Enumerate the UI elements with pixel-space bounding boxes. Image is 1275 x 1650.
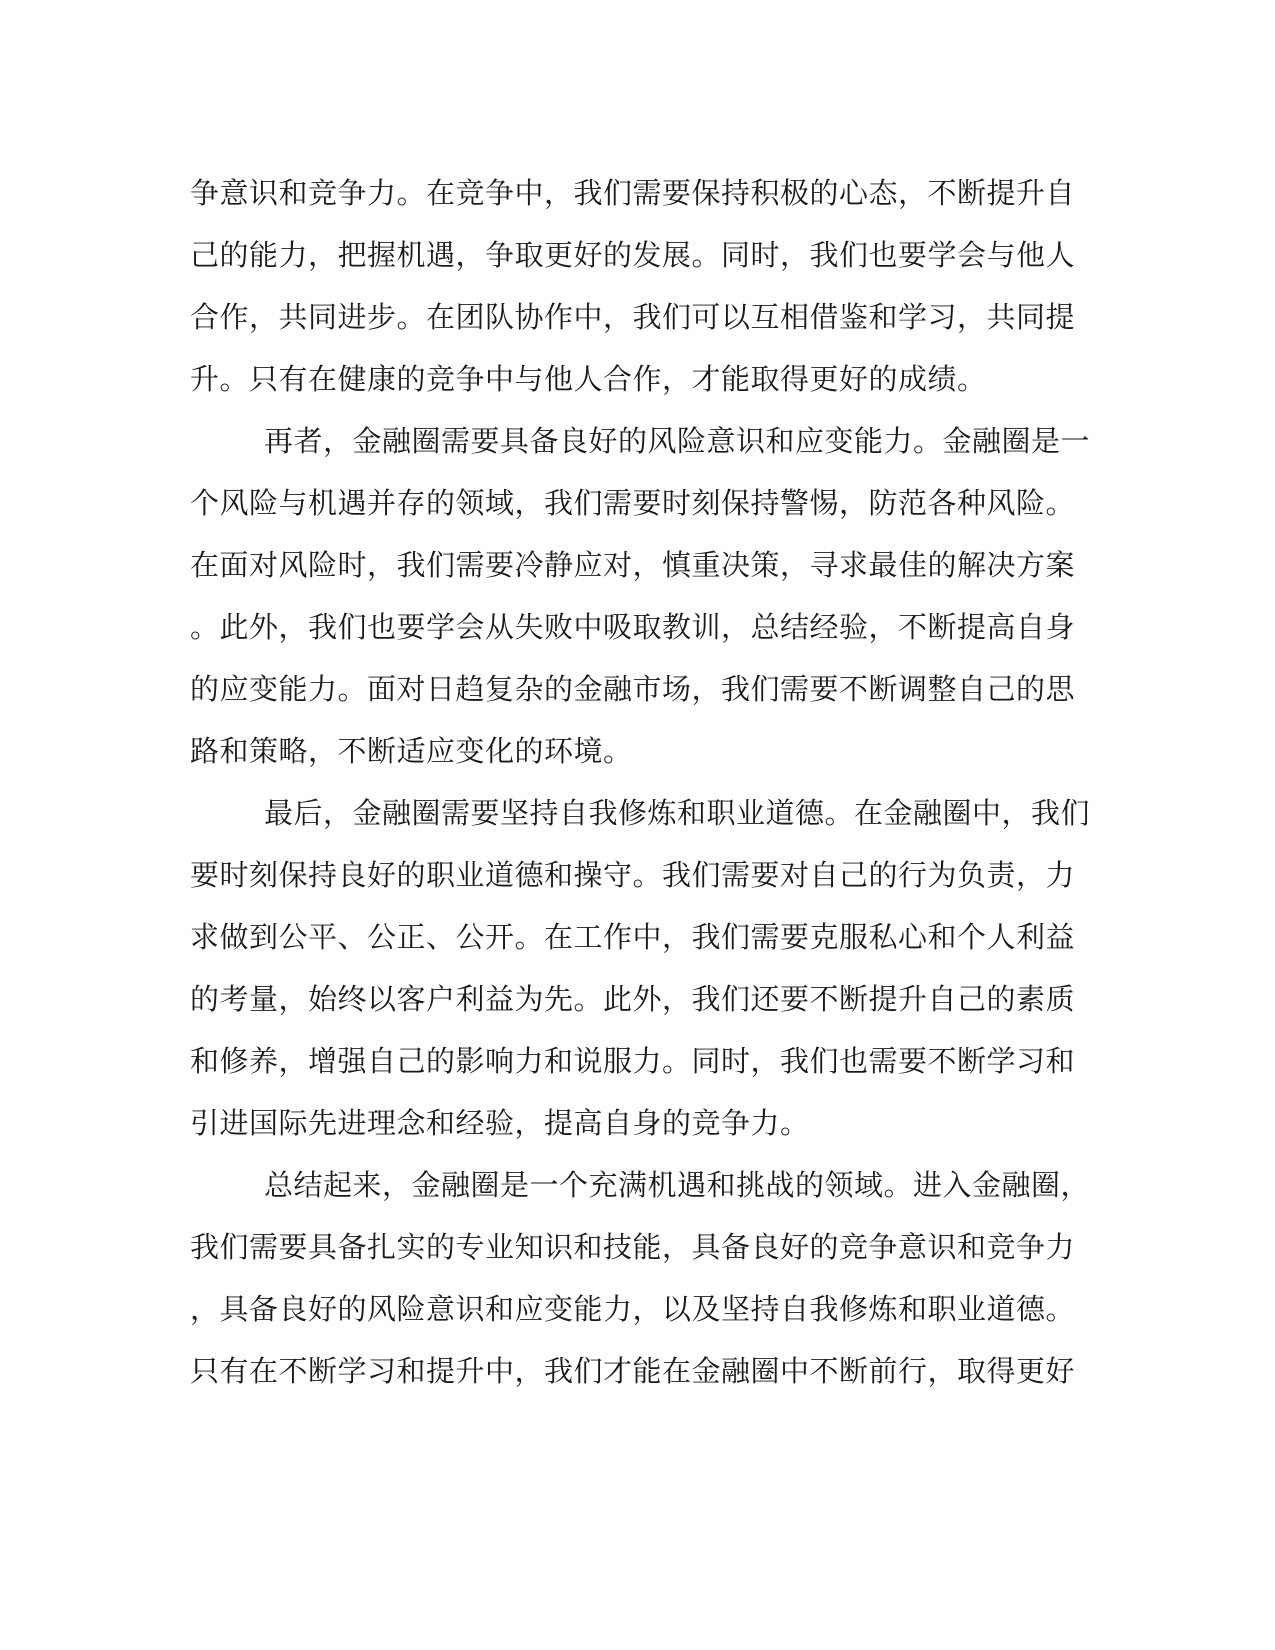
paragraph-2 [190, 410, 1091, 782]
paragraph-4 [190, 1154, 1091, 1402]
text-line: 。此外，我们也要学会从失败中吸取教训，总结经验，不断提高自身 [190, 610, 1076, 644]
text-line: 总结起来，金融圈是一个充满机遇和挑战的领域。进入金融圈， [264, 1168, 1091, 1202]
text-line: 求做到公平、公正、公开。在工作中，我们需要克服私心和个人利益 [190, 920, 1076, 954]
text-line: ，具备良好的风险意识和应变能力，以及坚持自我修炼和职业道德。 [190, 1292, 1076, 1326]
text-line: 的考量，始终以客户利益为先。此外，我们还要不断提升自己的素质 [190, 982, 1076, 1016]
paragraph-3 [190, 782, 1091, 1154]
text-line: 要时刻保持良好的职业道德和操守。我们需要对自己的行为负责，力 [190, 858, 1076, 892]
paragraph-1 [190, 162, 1080, 410]
text-line: 的应变能力。面对日趋复杂的金融市场，我们需要不断调整自己的思 [190, 672, 1076, 706]
text-line: 和修养，增强自己的影响力和说服力。同时，我们也需要不断学习和 [190, 1044, 1076, 1078]
text-line: 合作，共同进步。在团队协作中，我们可以互相借鉴和学习，共同提 [190, 300, 1076, 334]
text-line: 个风险与机遇并存的领域，我们需要时刻保持警惕，防范各种风险。 [190, 486, 1076, 520]
text-line: 再者，金融圈需要具备良好的风险意识和应变能力。金融圈是一 [264, 424, 1091, 458]
text-line: 升。只有在健康的竞争中与他人合作，才能取得更好的成绩。 [190, 362, 987, 396]
document-body [190, 162, 1091, 1402]
text-line: 只有在不断学习和提升中，我们才能在金融圈中不断前行，取得更好 [190, 1354, 1076, 1388]
text-line: 在面对风险时，我们需要冷静应对，慎重决策，寻求最佳的解决方案 [190, 548, 1076, 582]
text-line: 路和策略，不断适应变化的环境。 [190, 734, 633, 768]
text-line: 己的能力，把握机遇，争取更好的发展。同时，我们也要学会与他人 [190, 238, 1076, 272]
text-line: 我们需要具备扎实的专业知识和技能，具备良好的竞争意识和竞争力 [190, 1230, 1076, 1264]
text-line: 最后，金融圈需要坚持自我修炼和职业道德。在金融圈中，我们 [264, 796, 1091, 830]
text-line: 引进国际先进理念和经验，提高自身的竞争力。 [190, 1106, 810, 1140]
text-line: 争意识和竞争力。在竞争中，我们需要保持积极的心态，不断提升自 [190, 176, 1076, 210]
